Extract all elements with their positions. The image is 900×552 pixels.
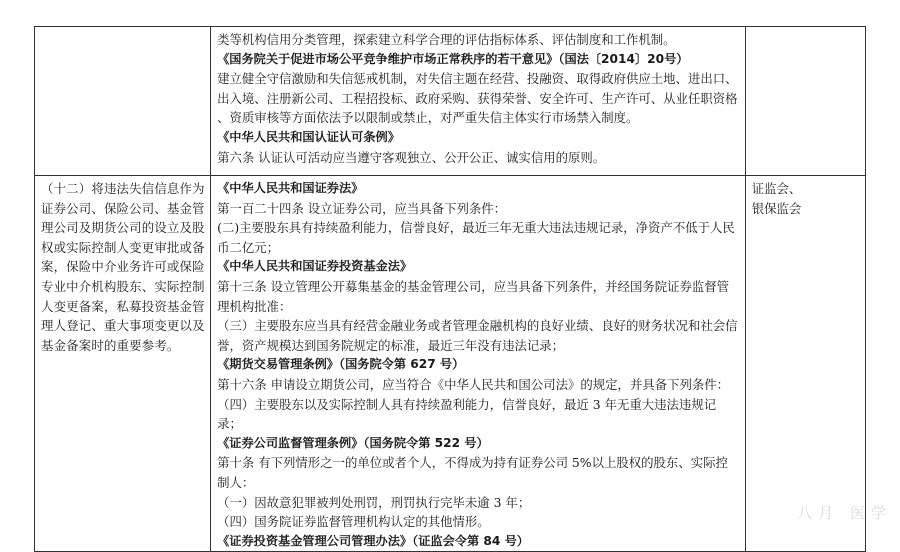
- law-title: 《证券公司监督管理条例》（国务院令第 522 号）: [217, 435, 489, 450]
- law-title: 《证券投资基金管理公司管理办法》（证监会令第 84 号）: [217, 533, 529, 548]
- law-title: 《中华人民共和国证券法》: [217, 181, 364, 195]
- dept-cell: [745, 176, 865, 552]
- dept-cell: [745, 27, 865, 176]
- item-cell: [35, 176, 211, 552]
- basis-line: （四）国务院证券监督管理机构认定的其他情形。: [217, 514, 490, 530]
- item-cell: [35, 27, 211, 176]
- basis-line: （四）主要股东以及实际控制人具有持续盈利能力，信誉良好，最近 3 年无重大违法违规记录；: [217, 396, 717, 432]
- table-row: [35, 176, 866, 552]
- law-title: 《中华人民共和国证券投资基金法》: [217, 259, 413, 274]
- basis-line: 第十六条 申请设立期货公司，应当符合《中华人民共和国公司法》的规定，并具备下列条件：: [217, 376, 730, 392]
- basis-line: 建立健全守信激励和失信惩戒机制，对失信主题在经营、投融资、取得政府供应土地、进出口、出入境、注册新公司、工程招投标、政府采购、获得荣誉、安全许可、生产许可、从业任职资格 、资质审核等方面依法予以限制或禁止，对严重失信主体实行市场禁入制度。: [217, 71, 738, 126]
- watermark: 八月 医学: [797, 504, 892, 522]
- basis-line: 第十三条 设立管理公开募集基金的基金管理公司，应当具备下列条件，并经国务院证券监督管理机构批准：: [217, 278, 730, 314]
- basis-cell: [211, 27, 746, 176]
- table-row: [35, 27, 866, 176]
- item-text: （十二）将违法失信信息作为证券公司、保险公司、基金管理公司及期货公司的设立及股权或实际控制人变更审批或备案，保险中介业务许可或保险专业中介机构股东、实际控制人变更备案，私募投资基金管理人登记、重大事项变更以及基金备案时的重要参考。: [41, 181, 205, 353]
- law-title: 《国务院关于促进市场公平竞争维护市场正常秩序的若干意见》（国法〔2014〕20号）: [217, 51, 689, 66]
- basis-line: （三）主要股东应当具有经营金融业务或者管理金融机构的良好业绩、良好的财务状况和社会信誉，资产规模达到国务院规定的标准，最近三年没有违法记录；: [217, 318, 738, 353]
- regulation-table: [34, 26, 866, 552]
- basis-line: （一）因故意犯罪被判处刑罚，刑罚执行完毕未逾 3 年；: [217, 494, 531, 510]
- basis-cell: [211, 176, 746, 552]
- basis-line: 第一百二十四条 设立证券公司，应当具备下列条件：: [217, 200, 507, 216]
- law-title: 《期货交易管理条例》（国务院令第 627 号）: [217, 357, 465, 372]
- basis-line: 第六条 认证认可活动应当遵守客观独立、公开公正、诚实信用的原则。: [217, 149, 606, 165]
- basis-line: 类等机构信用分类管理，探索建立科学合理的评估指标体系、评估制度和工作机制。: [217, 32, 676, 47]
- basis-line: 第十条 有下列情形之一的单位或者个人，不得成为持有证券公司 5%以上股权的股东、实际控制人：: [217, 455, 728, 490]
- law-title: 《中华人民共和国认证认可条例》: [217, 129, 400, 144]
- basis-line: (二)主要股东具有持续盈利能力，信誉良好，最近三年无重大违法违规记录，净资产不低于人民币二亿元；: [217, 220, 735, 255]
- dept-text: 证监会、 银保监会: [751, 181, 802, 216]
